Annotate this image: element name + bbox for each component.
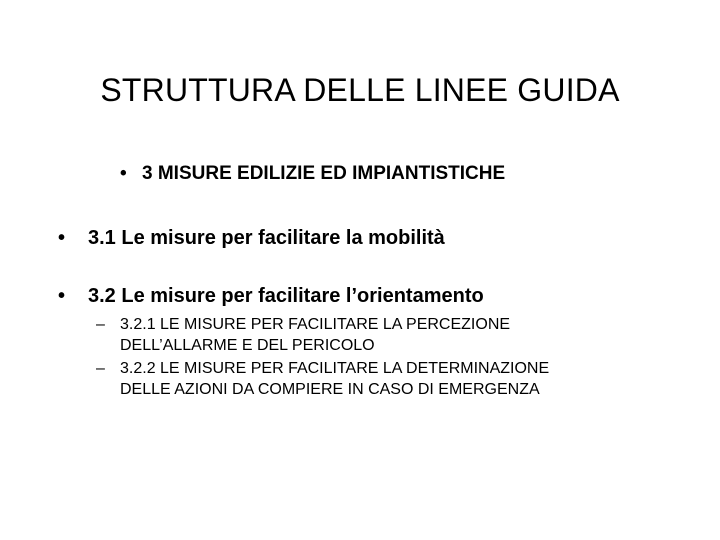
sub-list-item-determination <box>96 358 696 400</box>
dash-icon: – <box>96 360 105 377</box>
list-item-orientation <box>58 285 484 308</box>
sub-item-line-2: DELLE AZIONI DA COMPIERE IN CASO DI EMERGENZA <box>120 381 540 398</box>
list-item-mobility <box>58 227 445 250</box>
slide-title: STRUTTURA DELLE LINEE GUIDA <box>100 72 620 108</box>
dash-icon: – <box>96 316 105 333</box>
bullet-icon: • <box>58 285 66 307</box>
section-heading-text: 3 MISURE EDILIZIE ED IMPIANTISTICHE <box>142 163 506 184</box>
sub-item-line-1: 3.2.1 LE MISURE PER FACILITARE LA PERCEZIONE <box>120 316 511 333</box>
list-item-label: 3.1 Le misure per facilitare la mobilità <box>88 227 445 249</box>
sub-item-line-2: DELL’ALLARME E DEL PERICOLO <box>120 337 375 354</box>
bullet-icon: • <box>58 227 66 249</box>
sub-item-line-1: 3.2.2 LE MISURE PER FACILITARE LA DETERMINAZIONE <box>120 360 550 377</box>
section-heading-bullet <box>120 163 505 185</box>
sub-list-item-perception <box>96 314 696 356</box>
list-item-label: 3.2 Le misure per facilitare l’orientamento <box>88 285 484 307</box>
bullet-icon: • <box>120 163 127 184</box>
